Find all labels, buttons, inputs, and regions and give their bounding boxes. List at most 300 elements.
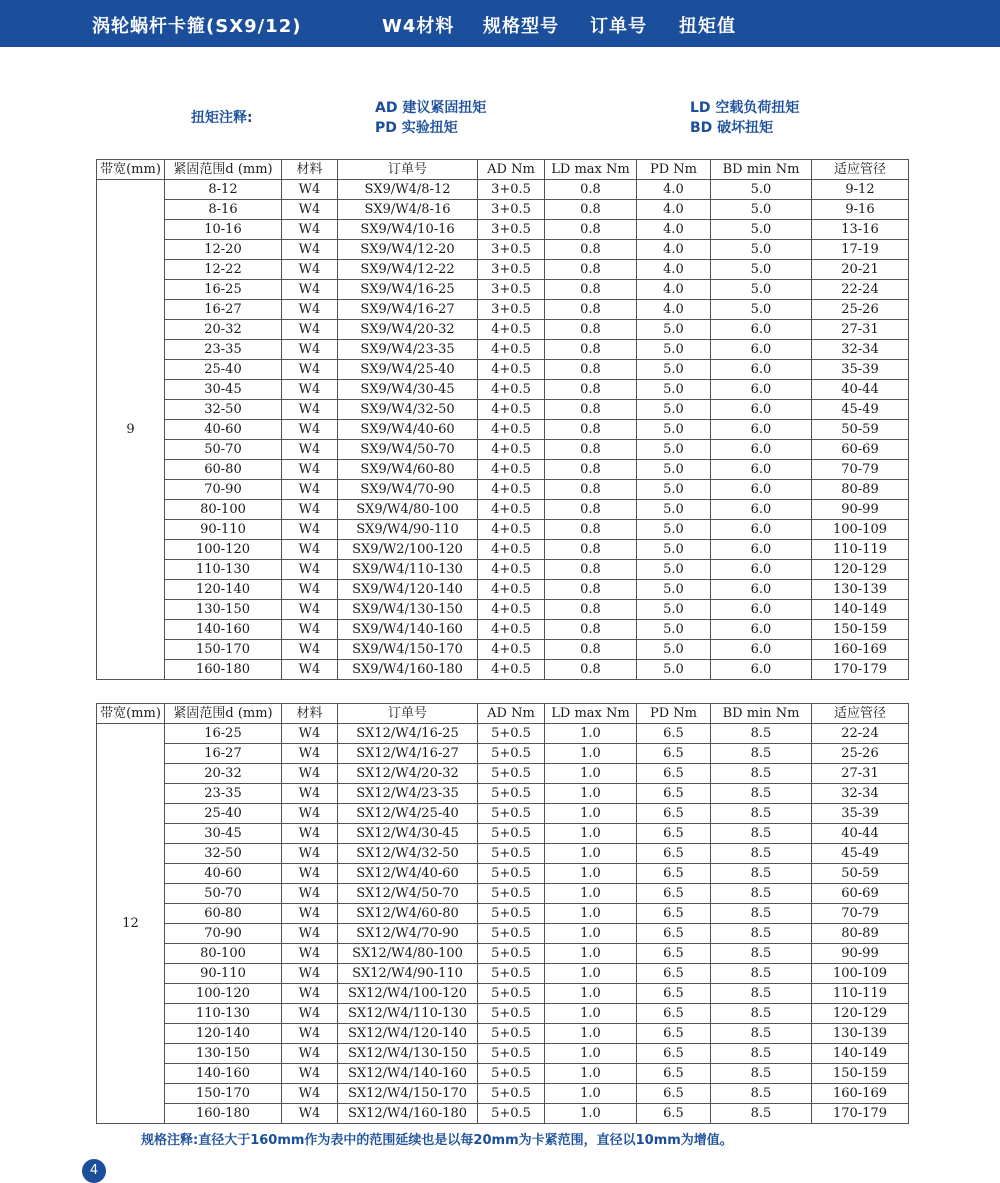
table-cell: 5.0: [637, 660, 711, 680]
table-cell: SX12/W4/23-35: [338, 784, 478, 804]
header-torque: 扭矩值: [679, 16, 736, 37]
column-header: 订单号: [338, 160, 478, 180]
table-cell: 50-59: [812, 864, 909, 884]
table-cell: W4: [282, 340, 338, 360]
table-cell: 100-109: [812, 520, 909, 540]
table-cell: 6.5: [637, 1024, 711, 1044]
table-cell: SX12/W4/70-90: [338, 924, 478, 944]
table-cell: 45-49: [812, 844, 909, 864]
note-pd: PD 实验扭矩: [375, 120, 458, 136]
table-cell: 0.8: [545, 200, 637, 220]
table-cell: 8.5: [711, 844, 812, 864]
header-bar: [0, 0, 1000, 47]
table-cell: W4: [282, 1064, 338, 1084]
table-cell: 4+0.5: [478, 360, 545, 380]
table-cell: 5+0.5: [478, 864, 545, 884]
torque-notes-right: [690, 98, 799, 138]
table-cell: 5+0.5: [478, 824, 545, 844]
table-row: [97, 480, 909, 500]
table-row: [97, 300, 909, 320]
table-cell: 120-129: [812, 560, 909, 580]
table-row: [97, 320, 909, 340]
table-cell: W4: [282, 360, 338, 380]
table-cell: SX12/W4/110-130: [338, 1004, 478, 1024]
table-cell: 5+0.5: [478, 984, 545, 1004]
table-cell: 4.0: [637, 280, 711, 300]
table-cell: 4+0.5: [478, 660, 545, 680]
table-cell: 50-59: [812, 420, 909, 440]
table-cell: 0.8: [545, 240, 637, 260]
table-cell: 5.0: [637, 340, 711, 360]
table-cell: 5.0: [637, 440, 711, 460]
table-cell: 4.0: [637, 300, 711, 320]
table-cell: 8.5: [711, 784, 812, 804]
table-cell: 0.8: [545, 300, 637, 320]
table-cell: 40-44: [812, 824, 909, 844]
table-cell: W4: [282, 1024, 338, 1044]
table-cell: 150-170: [165, 640, 282, 660]
table-cell: 25-26: [812, 300, 909, 320]
table-cell: 4+0.5: [478, 620, 545, 640]
table-cell: 5.0: [637, 640, 711, 660]
table-cell: 6.5: [637, 1044, 711, 1064]
table-cell: W4: [282, 660, 338, 680]
table-cell: 8.5: [711, 804, 812, 824]
table-cell: 130-139: [812, 580, 909, 600]
table-cell: 70-90: [165, 480, 282, 500]
header-row: [97, 704, 909, 724]
table-cell: W4: [282, 924, 338, 944]
table-cell: 4+0.5: [478, 500, 545, 520]
table-cell: 16-25: [165, 280, 282, 300]
table-cell: 4+0.5: [478, 480, 545, 500]
table-row: [97, 784, 909, 804]
header-row: [97, 160, 909, 180]
table-cell: 130-139: [812, 1024, 909, 1044]
table-cell: 6.0: [711, 440, 812, 460]
table-cell: W4: [282, 724, 338, 744]
table-cell: 120-140: [165, 1024, 282, 1044]
table-cell: W4: [282, 420, 338, 440]
table-cell: 22-24: [812, 280, 909, 300]
table-cell: 150-170: [165, 1084, 282, 1104]
table-cell: 1.0: [545, 804, 637, 824]
table-cell: 1.0: [545, 784, 637, 804]
table-row: [97, 560, 909, 580]
table-cell: W4: [282, 520, 338, 540]
table-cell: 6.0: [711, 460, 812, 480]
table-cell: 170-179: [812, 660, 909, 680]
table-cell: 5+0.5: [478, 944, 545, 964]
column-header: 适应管径: [812, 160, 909, 180]
table-12-body: [97, 724, 909, 1124]
table-cell: 0.8: [545, 660, 637, 680]
table-cell: 6.5: [637, 884, 711, 904]
table-cell: 120-129: [812, 1004, 909, 1024]
column-header: LD max Nm: [545, 704, 637, 724]
table-cell: W4: [282, 1084, 338, 1104]
table-cell: 32-50: [165, 844, 282, 864]
table-cell: SX9/W4/110-130: [338, 560, 478, 580]
table-cell: 4.0: [637, 200, 711, 220]
table-cell: 6.5: [637, 784, 711, 804]
table-cell: 6.5: [637, 864, 711, 884]
table-cell: 8.5: [711, 1104, 812, 1124]
table-cell: 5+0.5: [478, 724, 545, 744]
table-cell: SX12/W4/16-25: [338, 724, 478, 744]
table-cell: 3+0.5: [478, 220, 545, 240]
header-material: W4材料: [382, 16, 455, 37]
table-cell: W4: [282, 300, 338, 320]
table-cell: SX9/W4/60-80: [338, 460, 478, 480]
table-cell: SX12/W4/160-180: [338, 1104, 478, 1124]
table-cell: 90-110: [165, 520, 282, 540]
header-spec: 规格型号: [483, 16, 559, 37]
table-row: [97, 1104, 909, 1124]
table-cell: 9-12: [812, 180, 909, 200]
table-cell: 6.5: [637, 984, 711, 1004]
torque-notes-label: 扭矩注释:: [191, 110, 253, 126]
table-row: [97, 844, 909, 864]
table-cell: SX9/W4/25-40: [338, 360, 478, 380]
table-cell: 16-27: [165, 744, 282, 764]
table-cell: SX12/W4/20-32: [338, 764, 478, 784]
column-header: 材料: [282, 704, 338, 724]
table-cell: 6.5: [637, 744, 711, 764]
note-ld: LD 空载负荷扭矩: [690, 100, 800, 116]
table-cell: W4: [282, 260, 338, 280]
table-row: [97, 200, 909, 220]
table-cell: SX9/W4/32-50: [338, 400, 478, 420]
table-12-header: [97, 704, 909, 724]
table-cell: 30-45: [165, 824, 282, 844]
table-cell: 9-16: [812, 200, 909, 220]
table-cell: 5.0: [637, 460, 711, 480]
table-cell: 5+0.5: [478, 1064, 545, 1084]
table-cell: 6.5: [637, 1064, 711, 1084]
table-cell: 5+0.5: [478, 844, 545, 864]
table-cell: W4: [282, 600, 338, 620]
table-row: [97, 420, 909, 440]
table-cell: SX9/W4/90-110: [338, 520, 478, 540]
table-cell: 0.8: [545, 480, 637, 500]
table-cell: 5.0: [637, 520, 711, 540]
table-cell: 160-180: [165, 1104, 282, 1124]
table-cell: 8.5: [711, 1084, 812, 1104]
table-cell: 5.0: [637, 400, 711, 420]
table-cell: 130-150: [165, 600, 282, 620]
table-row: [97, 520, 909, 540]
table-cell: 90-99: [812, 944, 909, 964]
page-number: 4: [82, 1159, 106, 1183]
table-cell: 13-16: [812, 220, 909, 240]
table-row: [97, 500, 909, 520]
table-cell: SX12/W4/100-120: [338, 984, 478, 1004]
table-cell: 70-90: [165, 924, 282, 944]
table-cell: 20-21: [812, 260, 909, 280]
table-cell: 5.0: [637, 600, 711, 620]
table-cell: 40-60: [165, 864, 282, 884]
table-cell: 1.0: [545, 824, 637, 844]
table-cell: W4: [282, 1044, 338, 1064]
table-row: [97, 984, 909, 1004]
table-cell: 5+0.5: [478, 924, 545, 944]
table-cell: 0.8: [545, 180, 637, 200]
column-header: PD Nm: [637, 704, 711, 724]
table-cell: 6.5: [637, 944, 711, 964]
table-cell: W4: [282, 904, 338, 924]
table-cell: 110-130: [165, 1004, 282, 1024]
table-cell: W4: [282, 400, 338, 420]
table-row: [97, 440, 909, 460]
table-cell: 0.8: [545, 540, 637, 560]
table-row: [97, 580, 909, 600]
column-header: 订单号: [338, 704, 478, 724]
table-cell: 60-69: [812, 440, 909, 460]
table-cell: 4.0: [637, 240, 711, 260]
table-cell: 0.8: [545, 560, 637, 580]
table-cell: SX9/W4/16-27: [338, 300, 478, 320]
table-row: [97, 600, 909, 620]
table-cell: SX12/W4/25-40: [338, 804, 478, 824]
table-cell: 5+0.5: [478, 904, 545, 924]
table-cell: 110-119: [812, 984, 909, 1004]
table-cell: 5.0: [637, 320, 711, 340]
table-cell: SX9/W4/20-32: [338, 320, 478, 340]
table-cell: W4: [282, 540, 338, 560]
table-cell: W4: [282, 944, 338, 964]
table-cell: 8.5: [711, 1044, 812, 1064]
table-cell: SX9/W4/140-160: [338, 620, 478, 640]
column-header: 适应管径: [812, 704, 909, 724]
table-row: [97, 340, 909, 360]
table-cell: 5+0.5: [478, 884, 545, 904]
table-cell: 6.0: [711, 640, 812, 660]
table-cell: SX12/W4/80-100: [338, 944, 478, 964]
table-cell: 6.0: [711, 500, 812, 520]
table-cell: 1.0: [545, 1084, 637, 1104]
table-cell: 0.8: [545, 380, 637, 400]
table-row: [97, 640, 909, 660]
table-cell: 4+0.5: [478, 340, 545, 360]
torque-notes-left: [375, 98, 486, 138]
table-cell: 6.5: [637, 1104, 711, 1124]
table-cell: 6.0: [711, 540, 812, 560]
table-cell: 140-149: [812, 1044, 909, 1064]
table-cell: W4: [282, 480, 338, 500]
table-cell: 8.5: [711, 1004, 812, 1024]
table-cell: SX12/W4/40-60: [338, 864, 478, 884]
table-cell: W4: [282, 500, 338, 520]
table-cell: W4: [282, 884, 338, 904]
table-cell: 8-12: [165, 180, 282, 200]
table-cell: SX9/W4/80-100: [338, 500, 478, 520]
table-cell: SX9/W4/23-35: [338, 340, 478, 360]
table-cell: 6.0: [711, 580, 812, 600]
table-cell: SX12/W4/16-27: [338, 744, 478, 764]
table-row: [97, 1044, 909, 1064]
table-cell: 0.8: [545, 280, 637, 300]
table-cell: W4: [282, 744, 338, 764]
table-cell: 6.0: [711, 480, 812, 500]
table-row: [97, 360, 909, 380]
table-cell: 60-80: [165, 460, 282, 480]
table-cell: 6.5: [637, 904, 711, 924]
table-cell: 5+0.5: [478, 964, 545, 984]
table-cell: 0.8: [545, 640, 637, 660]
table-cell: 0.8: [545, 440, 637, 460]
table-cell: 3+0.5: [478, 200, 545, 220]
table-cell: 4+0.5: [478, 400, 545, 420]
table-cell: 5+0.5: [478, 1004, 545, 1024]
table-cell: W4: [282, 620, 338, 640]
table-cell: 5+0.5: [478, 764, 545, 784]
table-cell: 4+0.5: [478, 640, 545, 660]
table-cell: SX12/W4/130-150: [338, 1044, 478, 1064]
table-cell: SX12/W4/30-45: [338, 824, 478, 844]
table-row: [97, 864, 909, 884]
table-cell: W4: [282, 964, 338, 984]
table-cell: W4: [282, 460, 338, 480]
table-row: [97, 280, 909, 300]
table-cell: SX12/W4/32-50: [338, 844, 478, 864]
table-cell: 4+0.5: [478, 540, 545, 560]
table-cell: 16-25: [165, 724, 282, 744]
table-cell: 5.0: [711, 280, 812, 300]
table-cell: 8.5: [711, 964, 812, 984]
table-cell: W4: [282, 560, 338, 580]
table-cell: 25-40: [165, 804, 282, 824]
table-cell: 5.0: [711, 240, 812, 260]
spec-table-9: [96, 159, 909, 680]
table-cell: SX9/W4/120-140: [338, 580, 478, 600]
table-cell: 12-20: [165, 240, 282, 260]
table-cell: SX12/W4/120-140: [338, 1024, 478, 1044]
table-cell: 100-120: [165, 540, 282, 560]
table-cell: 6.0: [711, 660, 812, 680]
table-row: [97, 180, 909, 200]
table-cell: 30-45: [165, 380, 282, 400]
table-row: [97, 944, 909, 964]
table-cell: 0.8: [545, 620, 637, 640]
table-cell: 5+0.5: [478, 804, 545, 824]
table-cell: 4+0.5: [478, 320, 545, 340]
table-cell: 8.5: [711, 764, 812, 784]
table-cell: 20-32: [165, 320, 282, 340]
table-cell: 8.5: [711, 904, 812, 924]
table-cell: SX9/W4/150-170: [338, 640, 478, 660]
table-cell: W4: [282, 220, 338, 240]
table-cell: 6.5: [637, 1084, 711, 1104]
table-cell: 1.0: [545, 1044, 637, 1064]
table-row: [97, 260, 909, 280]
table-cell: 1.0: [545, 864, 637, 884]
table-cell: 0.8: [545, 520, 637, 540]
table-row: [97, 724, 909, 744]
table-cell: 6.0: [711, 380, 812, 400]
table-cell: 0.8: [545, 340, 637, 360]
table-cell: 6.0: [711, 400, 812, 420]
table-cell: 4+0.5: [478, 460, 545, 480]
table-cell: SX12/W4/140-160: [338, 1064, 478, 1084]
table-cell: 6.0: [711, 600, 812, 620]
column-header: LD max Nm: [545, 160, 637, 180]
table-cell: W4: [282, 440, 338, 460]
table-cell: 80-89: [812, 924, 909, 944]
table-cell: SX9/W4/12-20: [338, 240, 478, 260]
table-cell: 5.0: [637, 580, 711, 600]
table-cell: 3+0.5: [478, 300, 545, 320]
column-header: 材料: [282, 160, 338, 180]
table-cell: 120-140: [165, 580, 282, 600]
table-cell: W4: [282, 280, 338, 300]
table-cell: 3+0.5: [478, 180, 545, 200]
column-header: AD Nm: [478, 160, 545, 180]
table-cell: 4.0: [637, 220, 711, 240]
table-cell: 1.0: [545, 1004, 637, 1024]
table-cell: 1.0: [545, 924, 637, 944]
header-order: 订单号: [590, 16, 647, 37]
table-cell: 160-180: [165, 660, 282, 680]
table-cell: 20-32: [165, 764, 282, 784]
table-cell: 5.0: [711, 220, 812, 240]
table-cell: 70-79: [812, 460, 909, 480]
table-cell: 3+0.5: [478, 240, 545, 260]
table-cell: 0.8: [545, 220, 637, 240]
table-cell: SX9/W4/12-22: [338, 260, 478, 280]
table-row: [97, 1084, 909, 1104]
table-cell: SX9/W4/8-12: [338, 180, 478, 200]
table-cell: W4: [282, 984, 338, 1004]
table-cell: 32-34: [812, 340, 909, 360]
table-row: [97, 744, 909, 764]
table-cell: 1.0: [545, 1104, 637, 1124]
note-bd: BD 破坏扭矩: [690, 120, 774, 136]
table-row: [97, 1004, 909, 1024]
table-cell: 6.5: [637, 924, 711, 944]
table-cell: 6.0: [711, 320, 812, 340]
table-cell: W4: [282, 824, 338, 844]
table-cell: SX9/W4/50-70: [338, 440, 478, 460]
table-cell: 4+0.5: [478, 420, 545, 440]
table-cell: 140-149: [812, 600, 909, 620]
table-cell: SX9/W4/16-25: [338, 280, 478, 300]
table-cell: 35-39: [812, 360, 909, 380]
table-cell: 1.0: [545, 884, 637, 904]
table-cell: 0.8: [545, 420, 637, 440]
table-cell: 8.5: [711, 884, 812, 904]
table-cell: 5.0: [637, 360, 711, 380]
table-cell: 5+0.5: [478, 744, 545, 764]
table-cell: W4: [282, 580, 338, 600]
table-cell: 32-50: [165, 400, 282, 420]
table-cell: SX12/W4/90-110: [338, 964, 478, 984]
table-cell: 1.0: [545, 744, 637, 764]
table-cell: SX9/W2/100-120: [338, 540, 478, 560]
table-cell: W4: [282, 764, 338, 784]
table-cell: 6.5: [637, 764, 711, 784]
table-cell: 1.0: [545, 904, 637, 924]
table-cell: 5.0: [637, 560, 711, 580]
table-cell: SX12/W4/60-80: [338, 904, 478, 924]
table-cell: 8.5: [711, 724, 812, 744]
table-9-body: [97, 180, 909, 680]
table-cell: 22-24: [812, 724, 909, 744]
table-cell: 5+0.5: [478, 784, 545, 804]
table-cell: 23-35: [165, 784, 282, 804]
table-cell: 0.8: [545, 260, 637, 280]
table-cell: 10-16: [165, 220, 282, 240]
